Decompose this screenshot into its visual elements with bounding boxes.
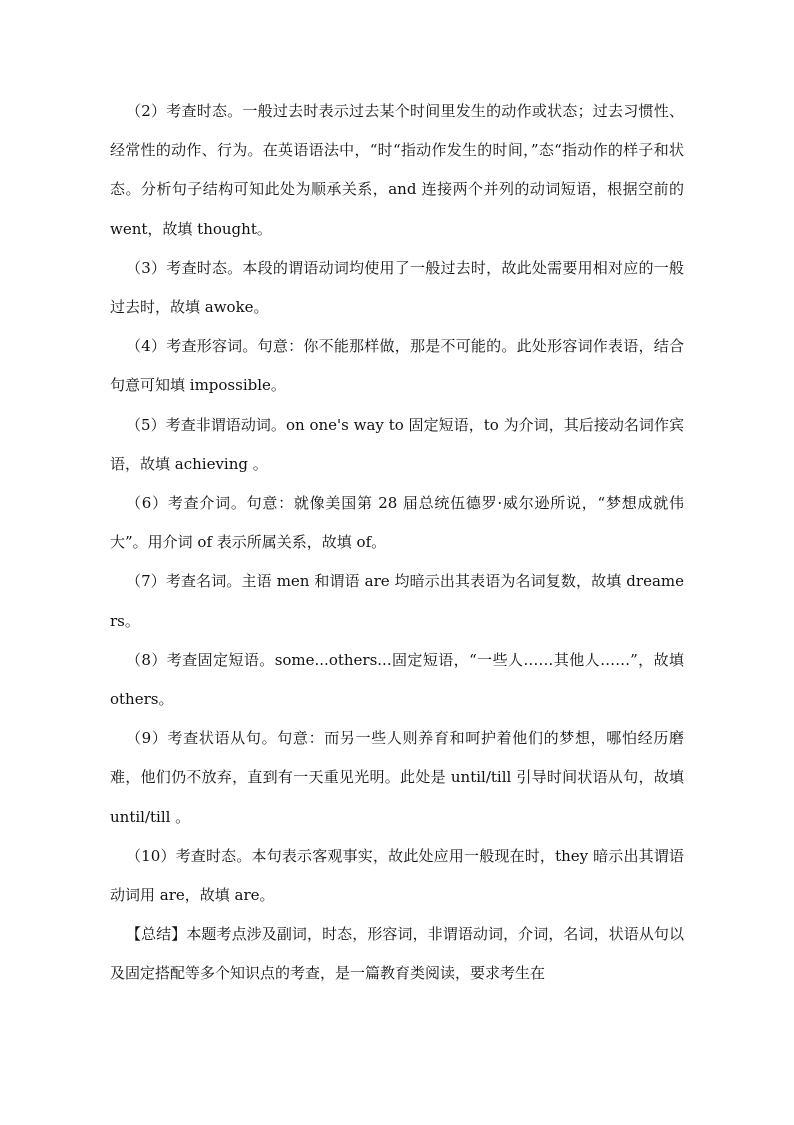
explanation-paragraph-10: （10）考查时态。本句表示客观事实，故此处应用一般现在时，they 暗示出其谓语动词用 are，故填 are。 (110, 846, 684, 905)
explanation-paragraph-3: （3）考查时态。本段的谓语动词均使用了一般过去时，故此处需要用相对应的一般过去时，故填 awoke。 (110, 258, 684, 317)
document-body (110, 92, 684, 994)
explanation-paragraph-8: （8）考查固定短语。some...others...固定短语，“一些人……其他人……”，故填 others。 (110, 650, 684, 709)
summary-paragraph: 【总结】本题考点涉及副词，时态，形容词，非谓语动词，介词，名词，状语从句以及固定搭配等多个知识点的考查，是一篇教育类阅读，要求考生在 (110, 925, 684, 983)
explanation-paragraph-2: （2）考查时态。一般过去时表示过去某个时间里发生的动作或状态；过去习惯性、经常性的动作、行为。在英语语法中，“时“指动作发生的时间，”态“指动作的样子和状态。分析句子结构可知此处为顺承关系，and 连接两个并列的动词短语，根据空前的 went，故填 thought。 (110, 102, 684, 238)
explanation-paragraph-7: （7）考查名词。主语 men 和谓语 are 均暗示出其表语为名词复数，故填 dreamers。 (110, 572, 684, 630)
explanation-paragraph-4: （4）考查形容词。句意：你不能那样做，那是不可能的。此处形容词作表语，结合句意可知填 impossible。 (110, 337, 684, 395)
explanation-paragraph-6: （6）考查介词。句意：就像美国第 28 届总统伍德罗·威尔逊所说，“梦想成就伟大”。用介词 of 表示所属关系，故填 of。 (110, 494, 684, 552)
explanation-paragraph-5: （5）考查非谓语动词。on one's way to 固定短语，to 为介词，其后接动名词作宾语，故填 achieving 。 (110, 415, 684, 473)
explanation-paragraph-9: （9）考查状语从句。句意：而另一些人则养育和呵护着他们的梦想，哪怕经历磨难，他们仍不放弃，直到有一天重见光明。此处是 until/till 引导时间状语从句，故填 until/till 。 (110, 729, 684, 826)
